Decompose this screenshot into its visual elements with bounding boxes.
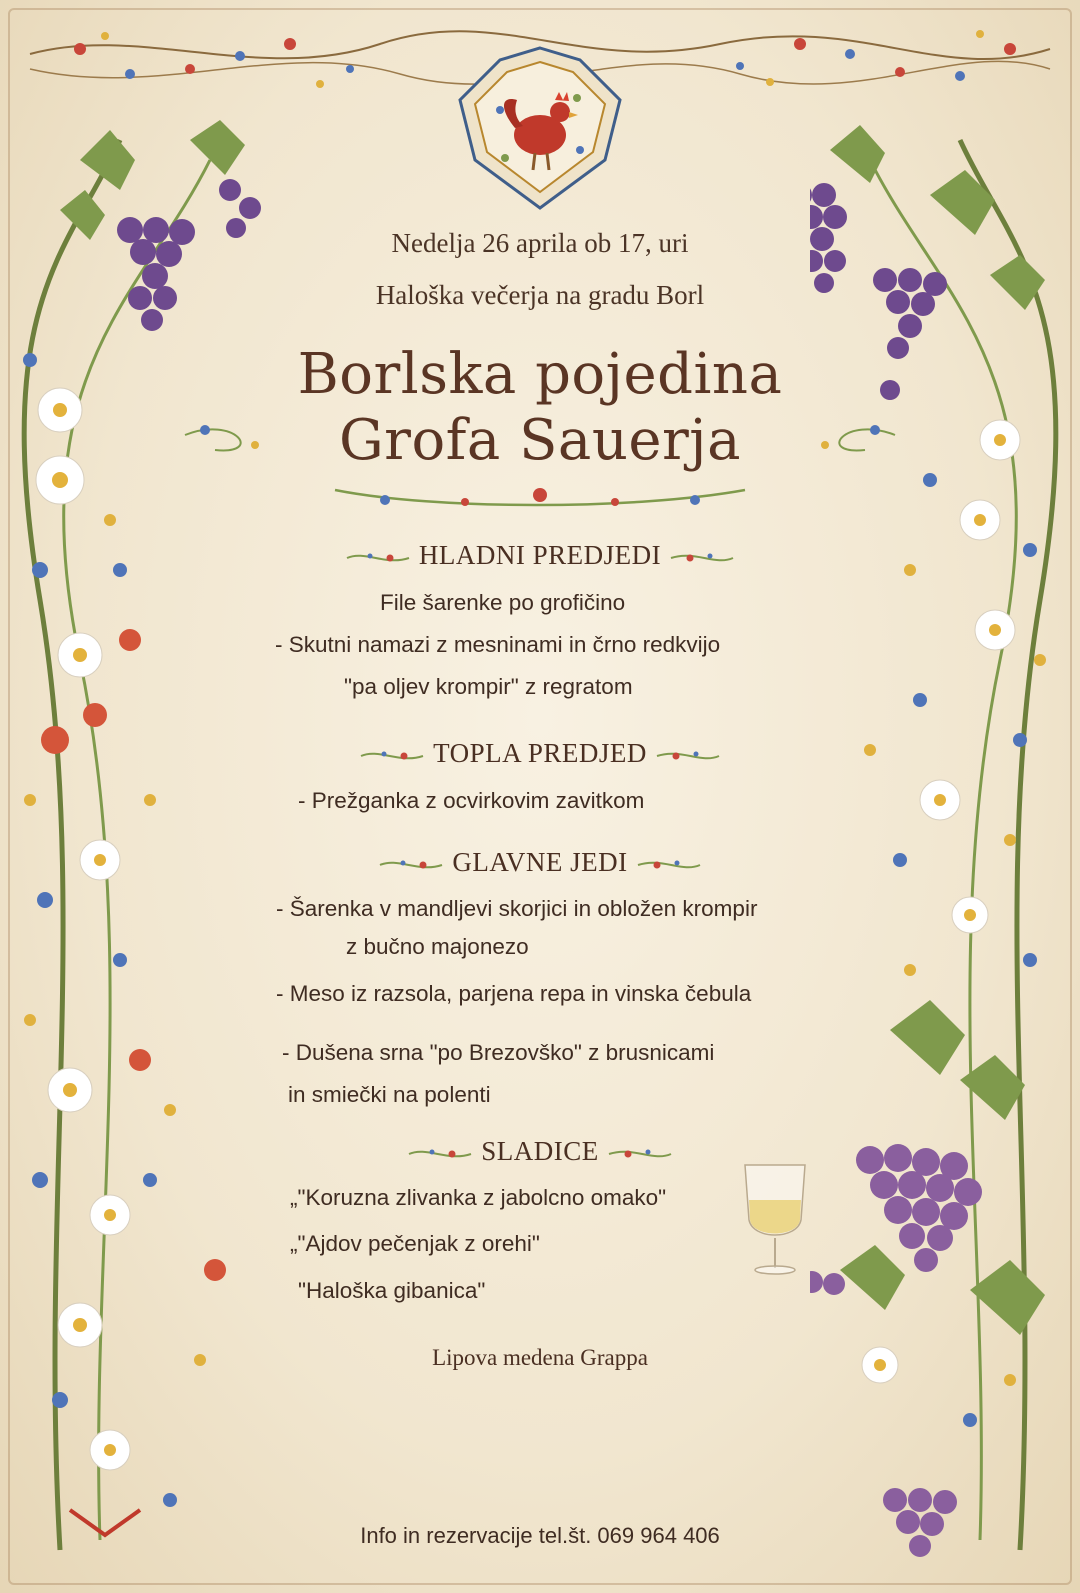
flourish-icon (655, 748, 721, 764)
dish-item: - Skutni namazi z mesninami in črno redkvijo (275, 632, 721, 657)
dish-item: „"Ajdov pečenjak z orehi" (290, 1231, 540, 1256)
flourish-icon (359, 748, 425, 764)
title-line-2: Grofa Sauerja (338, 408, 742, 473)
dish-item: in smiečki na polenti (288, 1082, 491, 1107)
dish-item: - Dušena srna "po Brezovško" z brusnicami (282, 1040, 715, 1065)
grappa-line: Lipova medena Grappa (432, 1345, 648, 1370)
flourish-icon (636, 857, 702, 873)
dish-item: z bučno majonezo (346, 934, 529, 959)
flourish-icon (607, 1146, 673, 1162)
dish-item: "pa oljev krompir" z regratom (344, 674, 633, 699)
section-heading-topla-predjed: TOPLA PREDJED (230, 738, 850, 769)
flourish-icon (345, 550, 411, 566)
section-heading-hladni-predjedi: HLADNI PREDJEDI (230, 540, 850, 571)
info-contact: Info in rezervacije tel.št. 069 964 406 (360, 1523, 720, 1548)
section-heading-sladice: SLADICE (230, 1136, 850, 1167)
dish-item: File šarenke po grofičino (380, 590, 626, 615)
dish-item: „"Koruzna zlivanka z jabolcno omako" (290, 1185, 667, 1210)
grape-cluster-icon (810, 1144, 982, 1557)
dish-item: - Meso iz razsola, parjena repa in vinska čebula (276, 981, 752, 1006)
dish-item: "Haloška gibanica" (298, 1278, 486, 1303)
dish-item: - Šarenka v mandljevi skorjici in obložen krompir (276, 896, 758, 921)
event-venue-line: Haloška večerja na gradu Borl (375, 280, 705, 310)
flourish-icon (407, 1146, 473, 1162)
menu-content (270, 0, 810, 1593)
right-floral-border (810, 100, 1080, 1580)
title-line-1: Borlska pojedina (297, 342, 783, 407)
title-flourish (175, 410, 905, 520)
dish-item: - Prežganka z ocvirkovim zavitkom (298, 788, 645, 813)
left-floral-border (0, 100, 270, 1580)
event-date-line: Nedelja 26 aprila ob 17, uri (391, 228, 689, 258)
flourish-icon (669, 550, 735, 566)
flourish-icon (378, 857, 444, 873)
section-heading-glavne-jedi: GLAVNE JEDI (230, 847, 850, 878)
